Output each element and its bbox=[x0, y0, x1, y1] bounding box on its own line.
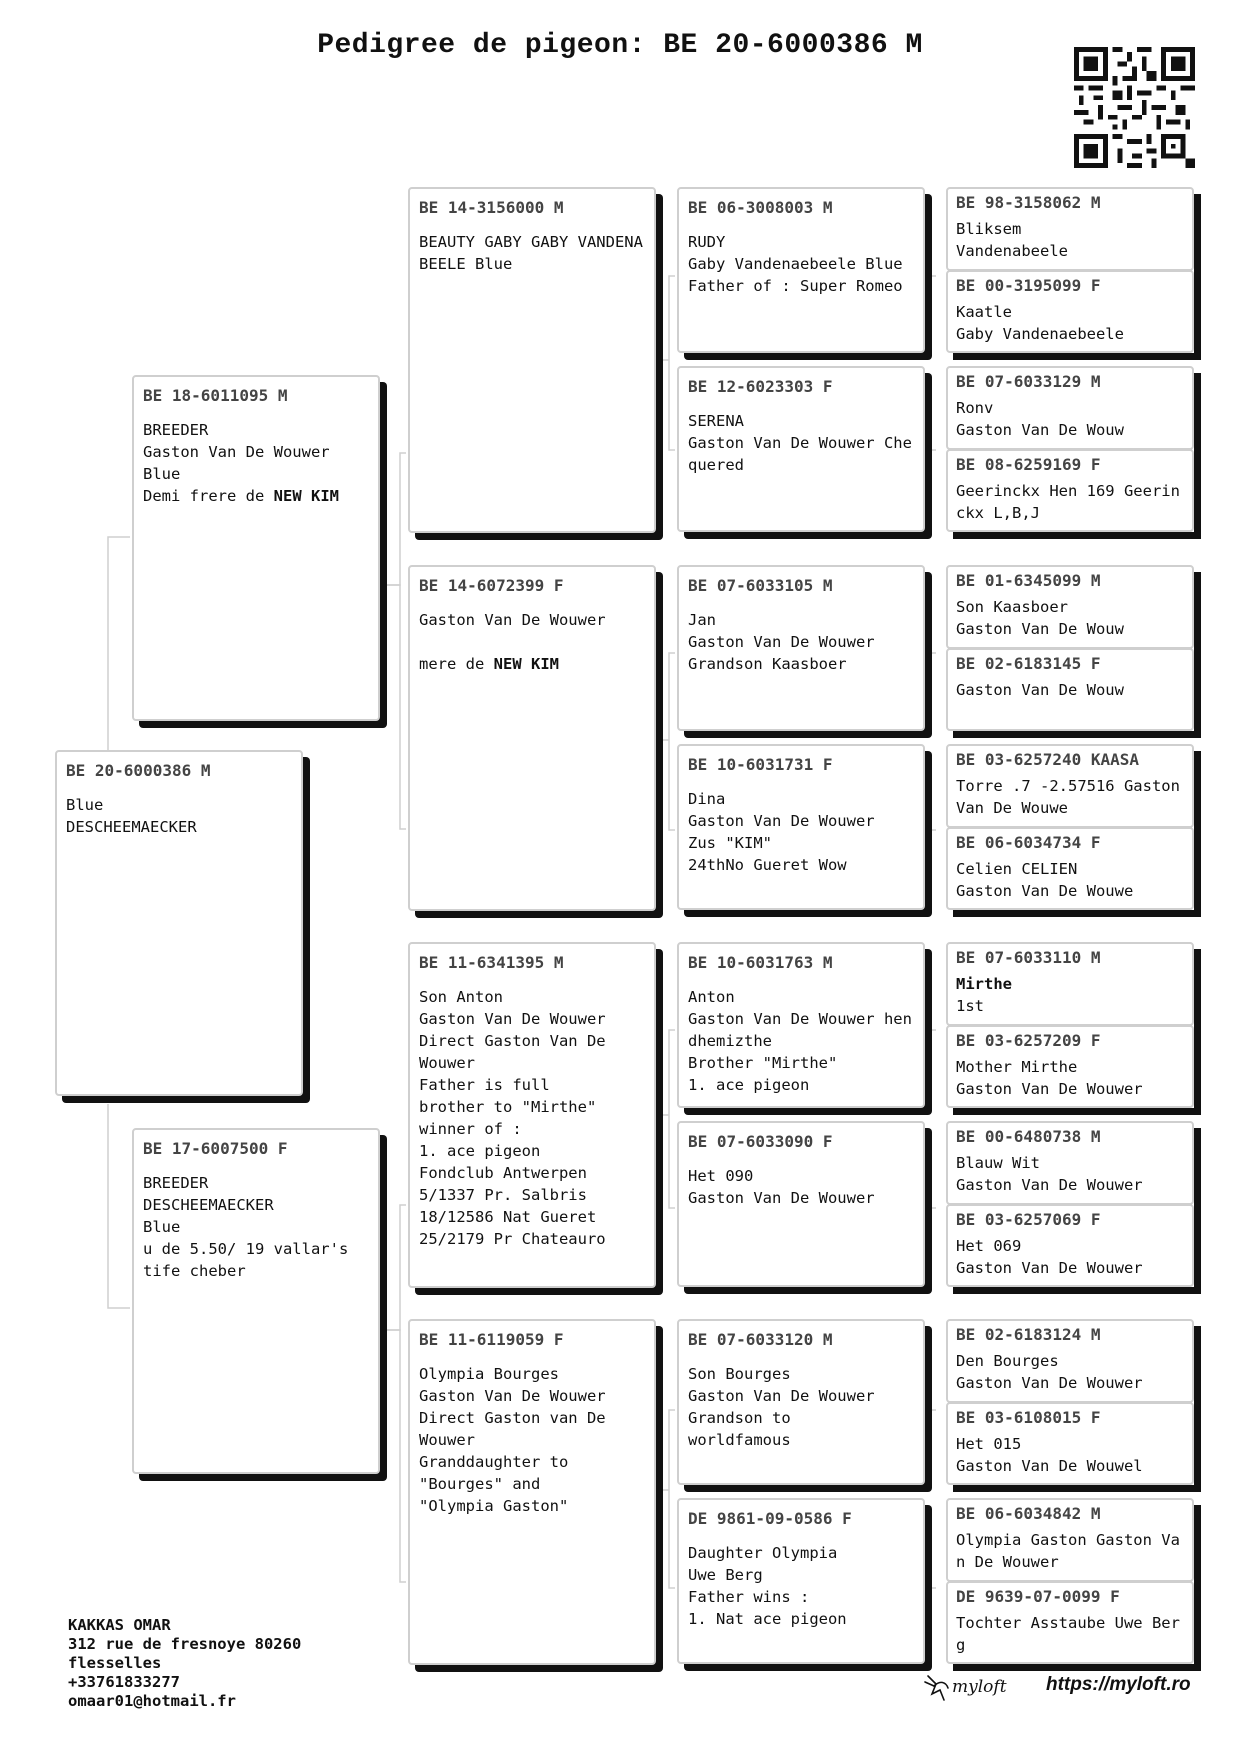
pedigree-card-gen5-3 bbox=[946, 366, 1194, 450]
pedigree-card-gen5-11 bbox=[946, 1121, 1194, 1205]
pigeon-details: Son Anton Gaston Van De Wouwer Direct Gaston Van De Wouwer Father is full brother to "Mirthe" winner of : 1. ace pigeon Fondclub Antwerpen 5/1337 Pr. Salbris 18/12586 Nat Gueret 25/2179 Pr Chateauro bbox=[419, 988, 606, 1248]
pedigree-card-gen5-10 bbox=[946, 1025, 1194, 1108]
pigeon-details: Son Bourges Gaston Van De Wouwer Grandson to worldfamous bbox=[688, 1365, 875, 1449]
ring-number: BE 01-6345099 M bbox=[956, 571, 1101, 590]
pedigree-pair-gen5-7 bbox=[946, 1319, 1194, 1485]
pigeon-details: Het 090 Gaston Van De Wouwer bbox=[688, 1167, 875, 1207]
pigeon-details: Kaatle Gaby Vandenaebeele bbox=[956, 303, 1124, 343]
pigeon-details: BREEDER DESCHEEMAECKER Blue u de 5.50/ 19 vallar's tife cheber bbox=[143, 1174, 349, 1280]
pigeon-details: Celien CELIEN Gaston Van De Wouwe bbox=[956, 860, 1134, 900]
pigeon-details: Geerinckx Hen 169 Geerin ckx L,B,J bbox=[956, 482, 1180, 522]
ring-number: BE 07-6033090 F bbox=[688, 1132, 833, 1151]
ring-number: BE 98-3158062 M bbox=[956, 193, 1101, 212]
ring-number: BE 03-6257069 F bbox=[956, 1210, 1101, 1229]
myloft-bird-logo-icon bbox=[922, 1666, 1032, 1706]
pigeon-details: 1st bbox=[956, 997, 984, 1015]
pigeon-details: Mother Mirthe Gaston Van De Wouwer bbox=[956, 1058, 1143, 1098]
pigeon-details: Son Kaasboer Gaston Van De Wouw bbox=[956, 598, 1124, 638]
pedigree-card-gen4-4 bbox=[677, 744, 925, 910]
ring-number: BE 00-6480738 M bbox=[956, 1127, 1101, 1146]
pedigree-card-gen5-8 bbox=[946, 827, 1194, 910]
pedigree-card-gen5-13 bbox=[946, 1319, 1194, 1403]
pedigree-card-gen4-6 bbox=[677, 1121, 925, 1287]
pedigree-card-gen4-1 bbox=[677, 187, 925, 353]
breeder-address-line-1: 312 rue de fresnoye 80260 bbox=[68, 1635, 302, 1653]
pedigree-pair-gen5-8 bbox=[946, 1498, 1194, 1664]
pigeon-details: Anton Gaston Van De Wouwer hen dhemizthe Brother "Mirthe" 1. ace pigeon bbox=[688, 988, 912, 1094]
ring-number: BE 12-6023303 F bbox=[688, 377, 833, 396]
pigeon-details: Dina Gaston Van De Wouwer Zus "KIM" 24thNo Gueret Wow bbox=[688, 790, 875, 874]
page-title: Pedigree de pigeon: BE 20-6000386 M bbox=[317, 30, 923, 61]
pigeon-details: Blauw Wit Gaston Van De Wouwer bbox=[956, 1154, 1143, 1194]
pedigree-card-gen5-14 bbox=[946, 1402, 1194, 1485]
ring-number: BE 14-6072399 F bbox=[419, 576, 564, 595]
pigeon-details: Olympia Gaston Gaston Va n De Wouwer bbox=[956, 1531, 1180, 1571]
pedigree-card-gen5-7 bbox=[946, 744, 1194, 828]
breeder-email[interactable]: omaar01@hotmail.fr bbox=[68, 1692, 236, 1710]
pedigree-card-gen5-4 bbox=[946, 449, 1194, 532]
ring-number: BE 20-6000386 M bbox=[66, 761, 211, 780]
ring-number: BE 03-6257209 F bbox=[956, 1031, 1101, 1050]
pigeon-details: BREEDER Gaston Van De Wouwer Blue Demi frere de NEW KIM bbox=[143, 421, 339, 505]
pigeon-details: Ronv Gaston Van De Wouw bbox=[956, 399, 1124, 439]
pedigree-card-gen5-16 bbox=[946, 1581, 1194, 1664]
ring-number: DE 9861-09-0586 F bbox=[688, 1509, 852, 1528]
pigeon-details: Torre .7 -2.57516 Gaston Van De Wouwe bbox=[956, 777, 1180, 817]
pigeon-details: RUDY Gaby Vandenaebeele Blue Father of : Super Romeo bbox=[688, 233, 903, 295]
pedigree-card-gen5-12 bbox=[946, 1204, 1194, 1287]
breeder-address-line-2: flesselles bbox=[68, 1654, 162, 1672]
pigeon-details: Jan Gaston Van De Wouwer Grandson Kaasboer bbox=[688, 611, 875, 673]
ring-number: BE 06-6034734 F bbox=[956, 833, 1101, 852]
ring-number: BE 07-6033110 M bbox=[956, 948, 1101, 967]
pedigree-card-gen5-1 bbox=[946, 187, 1194, 271]
ring-number: BE 11-6341395 M bbox=[419, 953, 564, 972]
pedigree-card-gen3-2 bbox=[408, 565, 656, 911]
pigeon-details: Tochter Asstaube Uwe Ber g bbox=[956, 1614, 1180, 1654]
ring-number: BE 02-6183124 M bbox=[956, 1325, 1101, 1344]
breeder-contact bbox=[68, 1616, 301, 1711]
pedigree-card-gen4-7 bbox=[677, 1319, 925, 1485]
pigeon-details: Gaston Van De Wouwer mere de NEW KIM bbox=[419, 611, 606, 673]
ring-number: BE 02-6183145 F bbox=[956, 654, 1101, 673]
pedigree-pair-gen5-5 bbox=[946, 942, 1194, 1108]
ring-number: BE 11-6119059 F bbox=[419, 1330, 564, 1349]
ring-number: BE 18-6011095 M bbox=[143, 386, 288, 405]
ring-number: BE 07-6033105 M bbox=[688, 576, 833, 595]
pigeon-details: Het 069 Gaston Van De Wouwer bbox=[956, 1237, 1143, 1277]
breeder-phone: +33761833277 bbox=[68, 1673, 180, 1691]
pedigree-card-gen4-8 bbox=[677, 1498, 925, 1664]
pigeon-details: Het 015 Gaston Van De Wouwel bbox=[956, 1435, 1143, 1475]
pedigree-card-gen5-15 bbox=[946, 1498, 1194, 1582]
myloft-url-link[interactable]: https://myloft.ro bbox=[1046, 1674, 1191, 1695]
pigeon-details: Daughter Olympia Uwe Berg Father wins : 1. Nat ace pigeon bbox=[688, 1544, 847, 1628]
pedigree-card-gen5-9 bbox=[946, 942, 1194, 1026]
ring-number: BE 03-6257240 KAASA bbox=[956, 750, 1140, 769]
ring-number: DE 9639-07-0099 F bbox=[956, 1587, 1120, 1606]
pigeon-name: Mirthe bbox=[956, 975, 1012, 993]
ring-number: BE 10-6031763 M bbox=[688, 953, 833, 972]
pigeon-details: BEAUTY GABY GABY VANDENA BEELE Blue bbox=[419, 233, 643, 273]
pedigree-card-subject bbox=[55, 750, 303, 1096]
ring-number: BE 07-6033129 M bbox=[956, 372, 1101, 391]
pedigree-card-gen5-6 bbox=[946, 648, 1194, 731]
pigeon-details: SERENA Gaston Van De Wouwer Che quered bbox=[688, 412, 912, 474]
pigeon-details: Olympia Bourges Gaston Van De Wouwer Direct Gaston van De Wouwer Granddaughter to "Bourges" and "Olympia Gaston" bbox=[419, 1365, 606, 1515]
pedigree-pair-gen5-4 bbox=[946, 744, 1194, 910]
pedigree-pair-gen5-3 bbox=[946, 565, 1194, 731]
ring-number: BE 10-6031731 F bbox=[688, 755, 833, 774]
myloft-branding bbox=[922, 1666, 1222, 1706]
ring-number: BE 03-6108015 F bbox=[956, 1408, 1101, 1427]
pigeon-details: Den Bourges Gaston Van De Wouwer bbox=[956, 1352, 1143, 1392]
ring-number: BE 17-6007500 F bbox=[143, 1139, 288, 1158]
pigeon-details: Blue DESCHEEMAECKER bbox=[66, 796, 197, 836]
ring-number: BE 06-6034842 M bbox=[956, 1504, 1101, 1523]
pedigree-card-gen3-3 bbox=[408, 942, 656, 1288]
pedigree-pair-gen5-6 bbox=[946, 1121, 1194, 1287]
breeder-name: KAKKAS OMAR bbox=[68, 1616, 171, 1634]
pedigree-pair-gen5-1 bbox=[946, 187, 1194, 353]
pedigree-card-gen5-5 bbox=[946, 565, 1194, 649]
pigeon-details: Bliksem Vandenabeele bbox=[956, 220, 1068, 260]
ring-number: BE 06-3008003 M bbox=[688, 198, 833, 217]
pedigree-card-sire bbox=[132, 375, 380, 721]
ring-number: BE 14-3156000 M bbox=[419, 198, 564, 217]
pigeon-details: Gaston Van De Wouw bbox=[956, 681, 1124, 699]
pedigree-pair-gen5-2 bbox=[946, 366, 1194, 532]
myloft-logo-wordmark: myloft bbox=[952, 1677, 1007, 1697]
pedigree-card-gen3-1 bbox=[408, 187, 656, 533]
pedigree-card-gen4-5 bbox=[677, 942, 925, 1108]
pedigree-card-gen5-2 bbox=[946, 270, 1194, 353]
pedigree-card-gen4-3 bbox=[677, 565, 925, 731]
pedigree-card-gen4-2 bbox=[677, 366, 925, 532]
ring-number: BE 07-6033120 M bbox=[688, 1330, 833, 1349]
ring-number: BE 00-3195099 F bbox=[956, 276, 1101, 295]
pedigree-card-gen3-4 bbox=[408, 1319, 656, 1665]
pedigree-card-dam bbox=[132, 1128, 380, 1474]
ring-number: BE 08-6259169 F bbox=[956, 455, 1101, 474]
